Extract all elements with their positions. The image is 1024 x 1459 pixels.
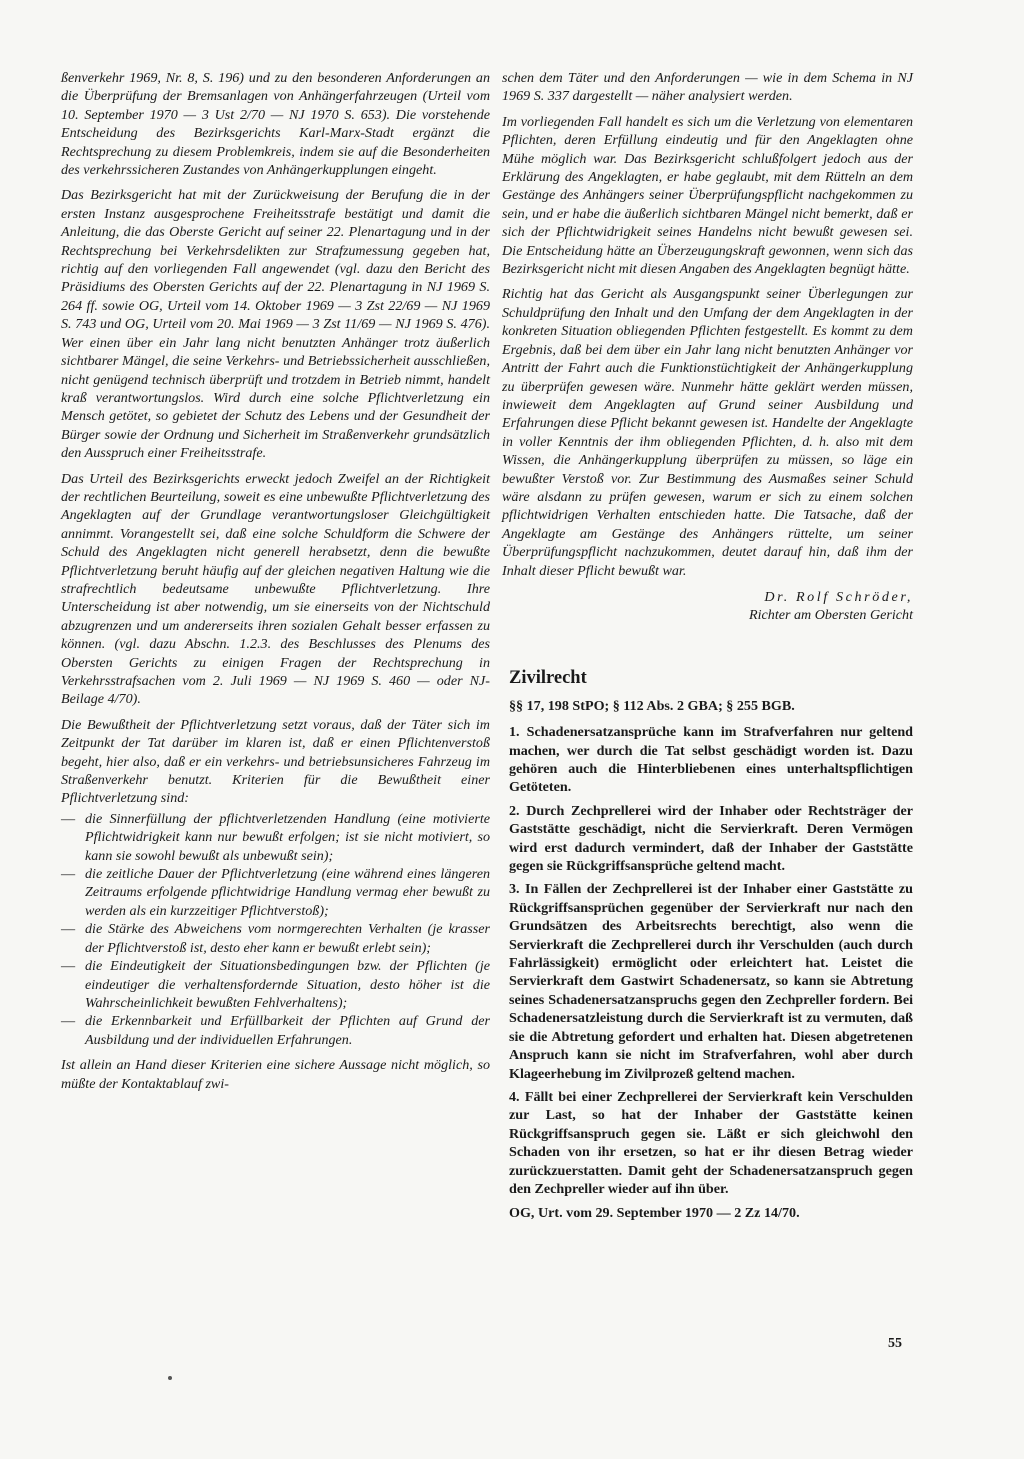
list-item bbox=[61, 1012, 490, 1049]
headnote: 3. In Fällen der Zechprellerei ist der Inhaber einer Gaststätte zu Rückgriffsansprüchen gegenüber der Servierkraft nur nach den Grundsätzen des Arbeitsrechts berechtigt, also wenn die Servierkraft die Zechprellerei durch ihr Verschulden (auch durch Fahrlässigkeit) ermöglicht oder erleichtert hat. Leistet die Servierkraft dem Gastwirt Schadenersatz, so kann sie Abtretung seines Schadenersatzanspruchs gegen den Zechpreller fordern. Bei Schadenersatzleistung durch die Servierkraft ist zu vermuten, daß sie die Abtretung gefordert und erhalten hat. Diesen abgetretenen Anspruch kann sie nicht im Strafverfahren, wohl aber durch Klageerhebung im Zivilprozeß geltend machen. bbox=[509, 881, 913, 1082]
signature-name-text: Dr. Rolf Schröder, bbox=[764, 588, 913, 605]
list-item bbox=[61, 957, 490, 1012]
list-item-text: die Stärke des Abweichens vom normgerechten Verhalten (je krasser der Pflichtverstoß ist, desto eher kann er bewußt erlebt sein); bbox=[85, 921, 490, 956]
legal-norms: §§ 17, 198 StPO; § 112 Abs. 2 GBA; § 255 BGB. bbox=[509, 697, 795, 714]
body-paragraph: Die Bewußtheit der Pflichtverletzung setzt voraus, daß der Täter sich im Zeitpunkt der Tat darüber im klaren ist, daß er einen Pflichtenverstoß begeht, hier also, daß er ein verkehrs- und betriebsunsicheres Fahrzeug im Straßenverkehr benutzt. Kriterien für die Bewußtheit einer Pflichtverletzung sind: bbox=[61, 716, 490, 807]
signature-block bbox=[502, 588, 913, 625]
body-paragraph: schen dem Täter und den Anforderungen — wie in dem Schema in NJ 1969 S. 337 dargestellt — näher analysiert werden. bbox=[502, 70, 913, 105]
left-column bbox=[61, 69, 490, 1100]
list-item-text: die Erkennbarkeit und Erfüllbarkeit der Pflichten auf Grund der Ausbildung und der individuellen Erfahrungen. bbox=[85, 1013, 490, 1048]
dash-bullet: — bbox=[61, 921, 76, 938]
list-item-text: die Sinnerfüllung der pflichtverletzenden Handlung (eine motivierte Pflichtwidrigkeit kann nur bewußt erfolgen; ist sie nicht motiviert, so kann sie sowohl bewußt als unbewußt sein); bbox=[85, 810, 490, 864]
page-number: 55 bbox=[888, 1336, 902, 1351]
body-paragraph: ßenverkehr 1969, Nr. 8, S. 196) und zu den besonderen Anforderungen an die Überprüfung der Bremsanlagen von Anhängerfahrzeugen (Urteil vom 10. September 1970 — 3 Ust 2/70 — NJ 1970 S. 653). Die vorstehende Entscheidung des Bezirksgerichts Karl-Marx-Stadt ergänzt die Rechtsprechung zu diesem Problemkreis, indem sie auf die Besonderheiten des verkehrssicheren Zustandes von Anhängerkupplungen eingeht. bbox=[61, 70, 490, 179]
list-item-text: die Eindeutigkeit der Situationsbedingungen bzw. der Pflichten (je eindeutiger die verhaltensfordernde Situation, desto höher ist die Wahrscheinlichkeit bewußten Fehlverhaltens); bbox=[85, 958, 490, 1011]
body-paragraph: Ist allein an Hand dieser Kriterien eine sichere Aussage nicht möglich, so müßte der Kontaktablauf zwi- bbox=[61, 1057, 490, 1092]
criteria-list bbox=[61, 810, 490, 1049]
dash-bullet: — bbox=[61, 810, 76, 827]
body-paragraph: Das Urteil des Bezirksgerichts erweckt jedoch Zweifel an der Richtigkeit der rechtlichen Beurteilung, soweit es eine unbewußte Pflichtverletzung des Angeklagten auf der Grundlage verantwortungsloser Gleichgültigkeit annimmt. Vorangestellt sei, daß eine solche Schuldform die Schwere der Schuld des Angeklagten nicht generell herabsetzt, denn die bewußte Pflichtverletzung beruht häufig auf der gleichen negativen Haltung wie die strafrechtlich bedeutsame unbewußte Pflichtverletzung. Ihre Unterscheidung ist aber notwendig, um sie einerseits von der Nichtschuld abzugrenzen und um andererseits ihren sozialen Gehalt besser erfassen zu können. (vgl. dazu Abschn. 1.2.3. des Beschlusses des Plenums des Obersten Gerichts zu einigen Fragen der Rechtsprechung in Verkehrsstrafsachen vom 2. Juli 1969 — NJ 1969 S. 460 — oder NJ-Beilage 4/70). bbox=[61, 470, 490, 708]
body-paragraph: Richtig hat das Gericht als Ausgangspunkt seiner Überlegungen zur Schuldprüfung den Inhalt und den Umfang der dem Angeklagten in der konkreten Situation obliegenden Pflichten festgestellt. Es kommt zu dem Ergebnis, daß bei dem über ein Jahr lang nicht benutzten Anhänger vor Antritt der Fahrt auch die Funktionstüchtigkeit der Anhängerkupplung zu überprüfen gewesen wäre. Nunmehr hätte geklärt werden müssen, inwieweit dem Angeklagten auf Grund seiner Ausbildung und Erfahrungen diese Pflicht bekannt gewesen ist. Handelte der Angeklagte in voller Kenntnis der ihm obliegenden Pflichten, d. h. also mit dem Wissen, die Anhängerkupplung überprüfen zu müssen, so läge ein bewußter Verstoß vor. Zur Bestimmung des Ausmaßes seiner Schuld wäre alsdann zu prüfen gewesen, warum er sich zu einem solchen pflichtwidrigen Verhalten entschieden hatte. Die Tatsache, daß der Angeklagte am Gestänge des Anhängers rüttelte, um seiner Überprüfungspflicht nachzukommen, deutet darauf hin, daß ihm der Inhalt dieser Pflicht bewußt war. bbox=[502, 286, 913, 579]
headnote: 1. Schadenersatzansprüche kann im Strafverfahren nur geltend machen, wer durch die Tat selbst geschädigt worden ist. Dazu gehören auch die Hinterbliebenen eines unterhaltspflichtigen Getöteten. bbox=[509, 724, 913, 796]
list-item bbox=[61, 810, 490, 865]
headnote: 4. Fällt bei einer Zechprellerei der Servierkraft kein Verschulden zur Last, so hat der Inhaber der Gaststätte keinen Rückgriffsanspruch gegen sie. Läßt er sich gleichwohl den Schaden von ihr ersetzen, so hat er ihr diesen Betrag wieder zurückzuerstatten. Damit geht der Schadenersatzanspruch gegen den Zechpreller wieder auf ihn über. bbox=[509, 1088, 913, 1197]
list-item-text: die zeitliche Dauer der Pflichtverletzung (eine während eines längeren Zeitraums erfolgende pflichtwidrige Handlung vermag eher bewußt zu werden als ein kurzzeitiger Pflichtverstoß); bbox=[85, 866, 490, 919]
list-item bbox=[61, 920, 490, 957]
right-column bbox=[502, 69, 913, 1223]
section-heading: Zivilrecht bbox=[509, 667, 587, 688]
body-paragraph: Das Bezirksgericht hat mit der Zurückweisung der Berufung die in der ersten Instanz ausgesprochene Freiheitsstrafe bestätigt und damit die Anleitung, die das Oberste Gericht auf seiner 22. Plenartagung und in der Rechtsprechung bei Verkehrsdelikten zur Strafzumessung gegeben hat, richtig auf den vorliegenden Fall angewendet (vgl. dazu den Bericht des Präsidiums des Obersten Gerichts auf der 22. Plenartagung in NJ 1969 S. 264 ff. sowie OG, Urteil vom 14. Oktober 1969 — 3 Zst 22/69 — NJ 1969 S. 743 und OG, Urteil vom 20. Mai 1969 — 3 Zst 11/69 — NJ 1969 S. 476). Wer einen über ein Jahr lang nicht benutzten Anhänger trotz äußerlich sichtbarer Mängel, die seine Verkehrs- und Betriebssicherheit ausschließen, nicht genügend technisch überprüft und trotzdem in Betrieb nimmt, handelt kraß verantwortungslos. Wird durch eine solche Pflichtverletzung ein Mensch getötet, so gebietet der Schutz des Lebens und der Gesundheit der Bürger sowie der Ordnung und Sicherheit im Straßenverkehr grundsätzlich den Ausspruch einer Freiheitsstrafe. bbox=[61, 187, 490, 462]
dash-bullet: — bbox=[61, 1013, 76, 1030]
dash-bullet: — bbox=[61, 958, 76, 975]
list-item bbox=[61, 865, 490, 920]
dash-bullet: — bbox=[61, 866, 76, 883]
body-paragraph: Im vorliegenden Fall handelt es sich um die Verletzung von elementaren Pflichten, deren Erfüllung eindeutig und für den Angeklagten ohne Mühe möglich war. Das Bezirksgericht schlußfolgert jedoch aus der Erklärung des Angeklagten, er habe geglaubt, mit dem Rütteln an dem Gestänge des Anhängers seiner Überprüfungspflicht nachgekommen zu sein, und er habe die äußerlich sichtbaren Mängel nicht bemerkt, daß er sich der Pflichtwidrigkeit seines Handelns nicht bewußt gewesen sei. Die Entscheidung hätte an Überzeugungskraft gewonnen, wenn sich das Bezirksgericht nicht mit diesen Angaben des Angeklagten begnügt hätte. bbox=[502, 113, 913, 278]
print-speck bbox=[168, 1376, 172, 1380]
signature-title: Richter am Obersten Gericht bbox=[749, 607, 913, 624]
court-citation: OG, Urt. vom 29. September 1970 — 2 Zz 14/70. bbox=[509, 1205, 800, 1222]
signature-name bbox=[502, 588, 913, 606]
headnote: 2. Durch Zechprellerei wird der Inhaber oder Rechtsträger der Gaststätte geschädigt, nicht die Servierkraft. Deren Vermögen wird erst dadurch vermindert, daß der Inhaber der Gaststätte gegen sie Rückgriffsansprüche geltend macht. bbox=[509, 802, 913, 875]
